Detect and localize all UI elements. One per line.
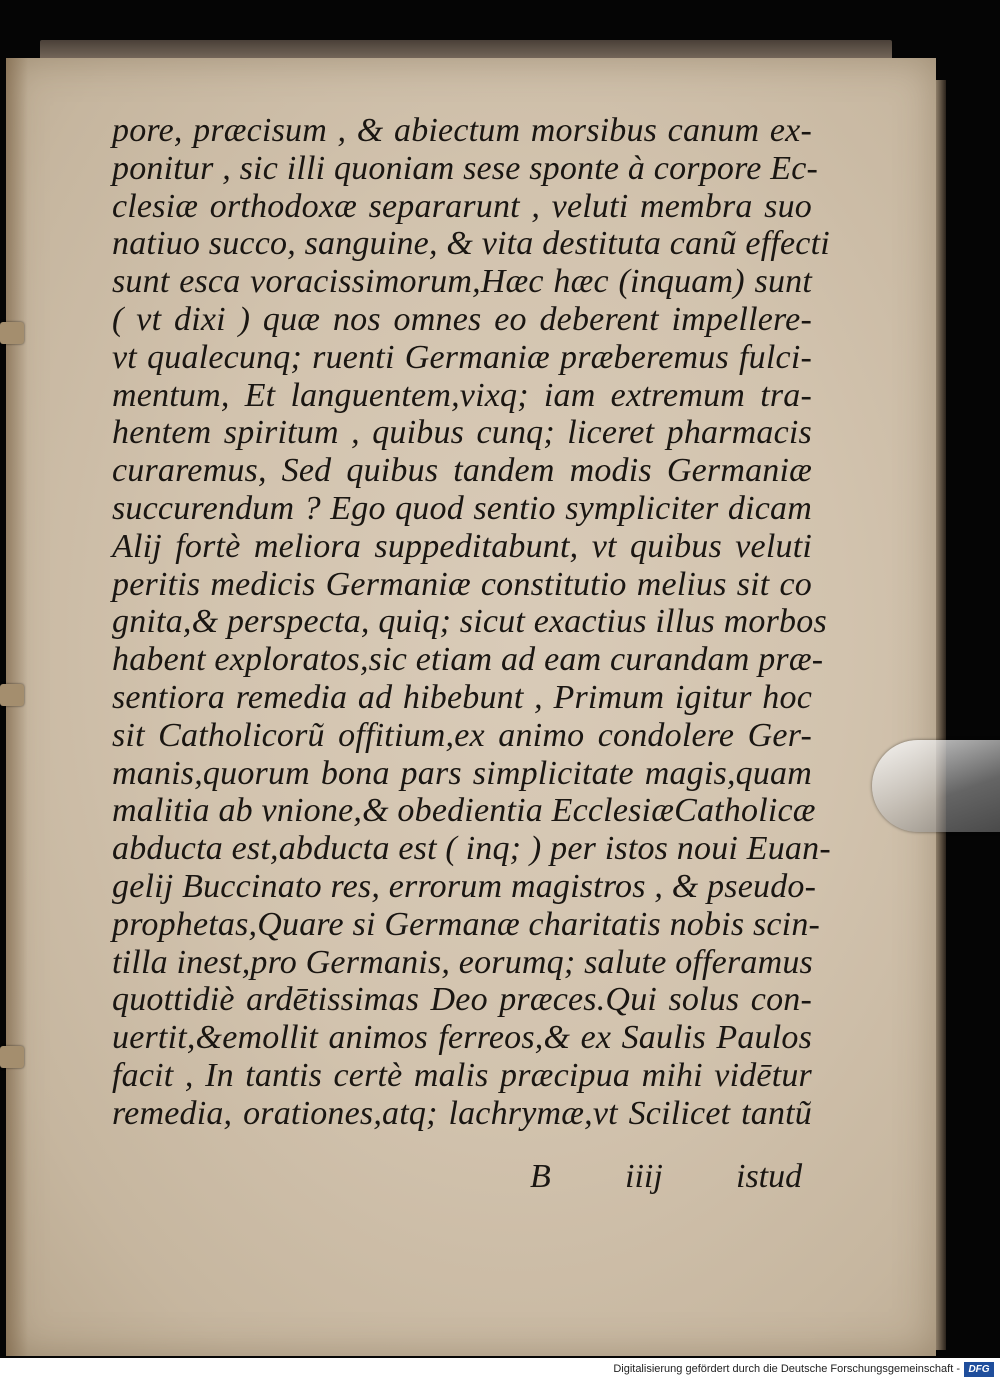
text-line: facit , In tantis certè malis præcipua mihi vidētur [112, 1056, 812, 1094]
funding-notice: Digitalisierung gefördert durch die Deutsche Forschungsgemeinschaft - [613, 1363, 960, 1375]
text-line: sit Catholicorũ offitium,ex animo condolere Ger- [112, 716, 812, 754]
dfg-logo: DFG [964, 1362, 994, 1377]
text-line: manis,quorum bona pars simplicitate magis,quam [112, 754, 812, 792]
text-line: pore, præcisum , & abiectum morsibus canum ex- [112, 112, 812, 149]
text-line: gelij Buccinato res, errorum magistros , & pseudo- [112, 867, 817, 905]
page-right-edge [936, 80, 946, 1350]
text-line: remedia, orationes,atq; lachrymæ,vt Scilicet tantũ [112, 1094, 812, 1132]
text-line: tilla inest,pro Germanis, eorumq; salute offeramus [112, 943, 813, 981]
text-line: peritis medicis Germaniæ constitutio melius sit co [112, 565, 812, 603]
text-line: malitia ab vnione,& obedientia EcclesiæCatholicæ [112, 792, 816, 830]
signature-mark: B [530, 1158, 551, 1195]
binding-stitch-1 [0, 322, 24, 344]
text-line: mentum, Et languentem,vixq; iam extremum tra- [112, 376, 812, 414]
text-line: abducta est,abducta est ( inq; ) per istos noui Euan- [112, 830, 831, 868]
glass-page-weight [872, 740, 1000, 832]
text-line: sunt esca voracissimorum,Hæc hæc (inquam) sunt [112, 263, 812, 301]
text-line: hentem spiritum , quibus cunq; liceret pharmacis [112, 414, 812, 452]
text-line: succurendum ? Ego quod sentio sympliciter dicam [112, 489, 812, 527]
footer-bar [0, 1358, 1000, 1383]
text-line: quottidiè ardētissimas Deo præces.Qui solus con- [112, 981, 812, 1019]
page-text [112, 112, 831, 1133]
catchword: istud [736, 1158, 803, 1195]
text-line: clesiæ orthodoxæ separarunt , veluti membra suo [112, 187, 812, 225]
signature-line [112, 1158, 812, 1196]
text-line: curaremus, Sed quibus tandem modis Germaniæ [112, 452, 812, 490]
text-line: vt qualecunq; ruenti Germaniæ præberemus fulci- [112, 338, 812, 376]
text-line: natiuo succo, sanguine, & vita destituta canũ effecti [112, 225, 830, 263]
text-line: uertit,&emollit animos ferreos,& ex Saulis Paulos [112, 1019, 812, 1057]
text-line: sentiora remedia ad hibebunt , Primum igitur hoc [112, 678, 812, 716]
text-line: habent exploratos,sic etiam ad eam curandam præ- [112, 641, 824, 679]
text-line: ( vt dixi ) quæ nos omnes eo deberent impellere- [112, 300, 812, 338]
text-line: ponitur , sic illi quoniam sese sponte à corpore Ec- [112, 149, 819, 187]
text-line: prophetas,Quare si Germanæ charitatis nobis scin- [112, 905, 821, 943]
text-line: gnita,& perspecta, quiq; sicut exactius illus morbos [112, 603, 827, 641]
binding-stitch-2 [0, 684, 24, 706]
binding-stitch-3 [0, 1046, 24, 1068]
binding-gutter [6, 58, 28, 1356]
folio-number: iiij [625, 1158, 663, 1195]
text-line: Alij fortè meliora suppeditabunt, vt quibus veluti [112, 527, 812, 565]
